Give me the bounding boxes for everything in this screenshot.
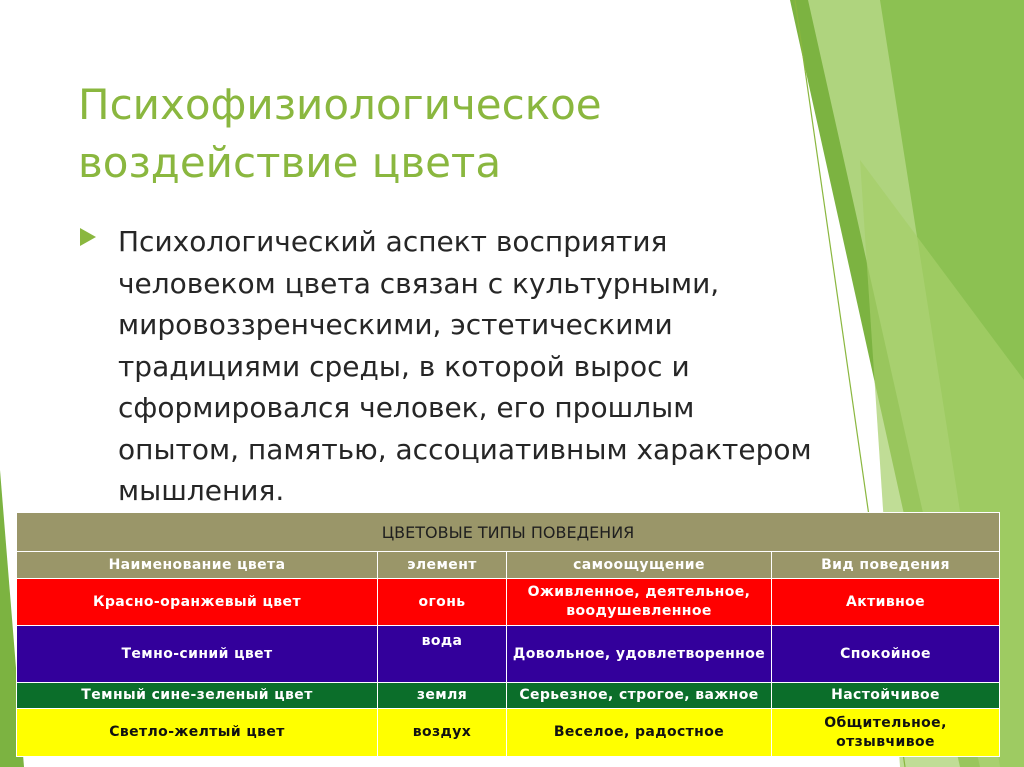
slide-title [78,76,778,192]
cell-behavior: Настойчивое [772,683,1000,709]
body-line: мышления. [118,474,285,507]
cell-element: вода [378,626,507,683]
cell-color-name: Темный сине-зеленый цвет [17,683,378,709]
body-line: традициями среды, в которой вырос и [118,349,690,383]
cell-feeling: Серьезное, строгое, важное [507,683,772,709]
cell-color-name: Темно-синий цвет [17,626,378,683]
table-header-row [17,552,1000,579]
header-self-feeling: самоощущение [507,552,772,579]
cell-element: земля [378,683,507,709]
color-behavior-table [16,512,1000,757]
cell-element: воздух [378,709,507,757]
body-line: мировоззренческими, эстетическими [118,308,673,341]
cell-behavior: Общительное, отзывчивое [772,709,1000,757]
cell-element: огонь [378,579,507,626]
cell-behavior: Спокойное [772,626,1000,683]
body-paragraph [118,221,878,512]
cell-feeling: Веселое, радостное [507,709,772,757]
table-row-dark-blue-green [17,683,1000,709]
body-line: человеком цвета связан с культурными, [118,266,720,300]
header-color-name: Наименование цвета [17,552,378,579]
title-line-1: Психофизиологическое [78,80,602,129]
table-caption: ЦВЕТОВЫЕ ТИПЫ ПОВЕДЕНИЯ [17,513,1000,552]
cell-feeling: Оживленное, деятельное, воодушевленное [507,579,772,626]
cell-color-name: Красно-оранжевый цвет [17,579,378,626]
body-line: Психологический аспект восприятия [118,225,668,258]
table-caption-row [17,513,1000,552]
table-row-light-yellow [17,709,1000,757]
header-element: элемент [378,552,507,579]
cell-color-name: Светло-желтый цвет [17,709,378,757]
header-behavior-type: Вид поведения [772,552,1000,579]
cell-behavior: Активное [772,579,1000,626]
body-line: сформировался человек, его прошлым [118,391,695,424]
cell-feeling: Довольное, удовлетворенное [507,626,772,683]
body-line: опытом, памятью, ассоциативным характером [118,432,812,466]
table-row-dark-blue [17,626,1000,683]
triangle-bullet-icon [80,228,96,246]
table-row-red-orange [17,579,1000,626]
title-line-2: воздействие цвета [78,138,502,187]
